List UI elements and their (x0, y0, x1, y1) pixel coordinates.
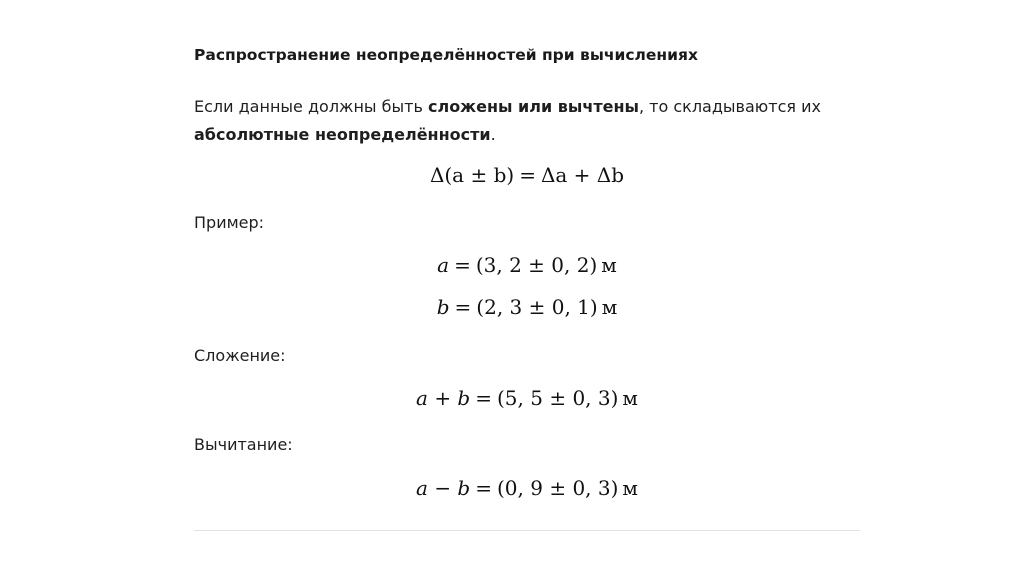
intro-text-3: . (490, 125, 496, 144)
addition-value: (5, 5 ± 0, 3) (497, 386, 619, 410)
addition-unit: м (622, 386, 638, 410)
example-b-unit: м (601, 295, 618, 319)
var-b: b (436, 295, 450, 319)
subtraction-label: Вычитание: (194, 435, 293, 454)
subtraction-lhs: a − b (416, 476, 471, 500)
example-b-formula: b = (2, 3 ± 0, 1) м (436, 295, 618, 319)
formula-rhs: Δa + Δb (540, 163, 625, 187)
addition-lhs: a + b (416, 386, 471, 410)
addition-label: Сложение: (194, 346, 286, 365)
subtraction-formula: a − b = (0, 9 ± 0, 3) м (416, 476, 638, 500)
intro-paragraph (194, 93, 874, 149)
subtraction-unit: м (622, 476, 638, 500)
example-a-unit: м (601, 253, 617, 277)
example-b-value: (2, 3 ± 0, 1) (476, 295, 598, 319)
var-a: a (437, 253, 450, 277)
intro-text-2: , то складываются их (638, 97, 821, 116)
example-a-value: (3, 2 ± 0, 2) (475, 253, 598, 277)
example-a-formula: a = (3, 2 ± 0, 2) м (437, 253, 617, 277)
intro-bold-1: сложены или вычтены (427, 97, 639, 116)
intro-bold-2: абсолютные неопределённости (194, 125, 491, 144)
section-heading: Распространение неопределённостей при вычислениях (194, 46, 698, 64)
formula-lhs: Δ(a ± b) (429, 163, 515, 187)
example-label: Пример: (194, 213, 265, 232)
addition-formula: a + b = (5, 5 ± 0, 3) м (416, 386, 638, 410)
subtraction-value: (0, 9 ± 0, 3) (497, 476, 619, 500)
bottom-divider (194, 530, 860, 531)
formula-uncertainty-sum: Δ(a ± b) = Δa + Δb (429, 163, 625, 187)
intro-text-1: Если данные должны быть (194, 97, 428, 116)
